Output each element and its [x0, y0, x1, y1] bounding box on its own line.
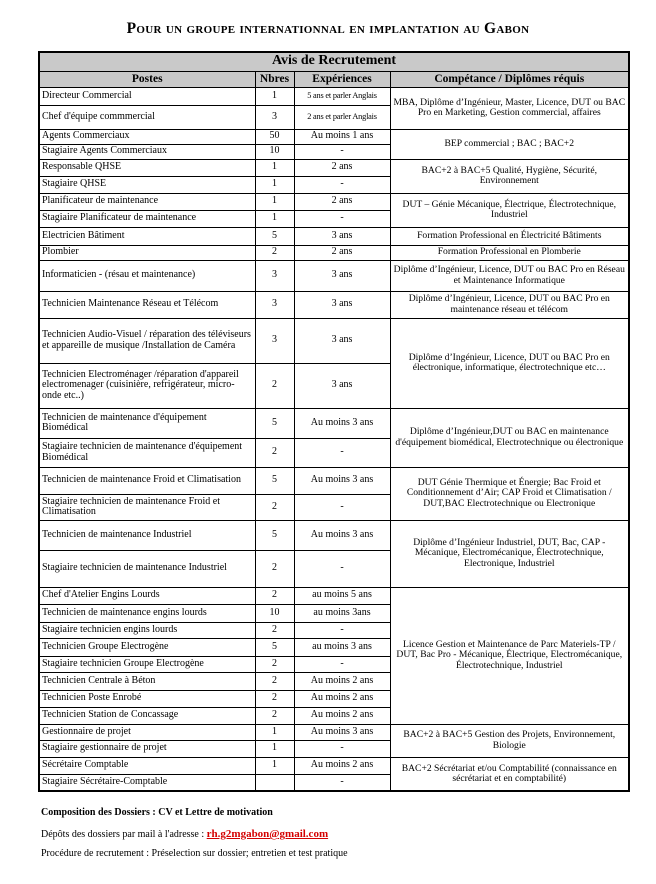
cell-experience: 3 ans [294, 363, 390, 408]
cell-poste: Stagiaire gestionnaire de projet [39, 740, 255, 757]
cell-experience: Au moins 3 ans [294, 467, 390, 494]
cell-nbre: 5 [255, 408, 294, 438]
cell-poste: Directeur Commercial [39, 87, 255, 105]
cell-competence: Diplôme d’Ingénieur, Licence, DUT ou BAC Pro en maintenance réseau et télécom [390, 291, 629, 318]
cell-experience: - [294, 774, 390, 791]
cell-experience: 3 ans [294, 227, 390, 245]
cell-experience: Au moins 2 ans [294, 690, 390, 707]
cell-poste: Technicien Station de Concassage [39, 707, 255, 724]
cell-nbre: 3 [255, 260, 294, 291]
cell-nbre: 1 [255, 159, 294, 176]
cell-nbre: 5 [255, 520, 294, 550]
header-competence: Compétance / Diplômes réquis [390, 71, 629, 87]
table-banner: Avis de Recrutement [39, 52, 629, 71]
cell-poste: Stagiaire technicien Groupe Electrogène [39, 656, 255, 672]
cell-nbre: 2 [255, 672, 294, 690]
table-row [39, 227, 629, 245]
cell-nbre: 1 [255, 757, 294, 774]
cell-poste: Stagiaire technicien de maintenance Froid et Climatisation [39, 494, 255, 520]
cell-nbre: 5 [255, 467, 294, 494]
cell-experience: Au moins 3 ans [294, 408, 390, 438]
cell-nbre: 2 [255, 656, 294, 672]
cell-poste: Technicien Maintenance Réseau et Télécom [39, 291, 255, 318]
footer-depots [41, 828, 328, 840]
cell-poste: Gestionnaire de projet [39, 724, 255, 740]
cell-nbre: 2 [255, 587, 294, 604]
cell-competence: DUT – Génie Mécanique, Électrique, Électrotechnique, Industriel [390, 193, 629, 227]
cell-experience: au moins 5 ans [294, 587, 390, 604]
cell-nbre: 1 [255, 193, 294, 210]
table-row [39, 724, 629, 740]
cell-nbre: 3 [255, 291, 294, 318]
table-row [39, 587, 629, 604]
page-title: Pour un groupe internationnal en implantation au Gabon [126, 20, 530, 37]
cell-poste: Technicien Poste Enrobé [39, 690, 255, 707]
table-row [39, 245, 629, 260]
table-row [39, 193, 629, 210]
cell-competence: DUT Génie Thermique et Énergie; Bac Froid et Conditionnement d’Air; CAP Froid et Climatisation / DUT,BAC Electrotechnique ou Electronique [390, 467, 629, 520]
email-link[interactable]: rh.g2mgabon@gmail.com [206, 828, 329, 840]
cell-poste: Technicien Centrale à Béton [39, 672, 255, 690]
cell-experience: 3 ans [294, 318, 390, 363]
table-row [39, 318, 629, 363]
cell-competence: Diplôme d’Ingénieur,DUT ou BAC en maintenance d'équipement biomédical, Electrotechnique ou électronique [390, 408, 629, 467]
table-row [39, 129, 629, 144]
cell-nbre: 5 [255, 638, 294, 656]
cell-experience: Au moins 3 ans [294, 520, 390, 550]
cell-poste: Chef d'Atelier Engins Lourds [39, 587, 255, 604]
cell-experience: 2 ans [294, 193, 390, 210]
cell-poste: Stagiaire technicien de maintenance d'équipement Biomédical [39, 438, 255, 467]
cell-experience: 3 ans [294, 260, 390, 291]
cell-poste: Stagiaire QHSE [39, 176, 255, 193]
cell-competence: Formation Professional en Électricité Bâtiments [390, 227, 629, 245]
cell-competence: BAC+2 à BAC+5 Qualité, Hygiène, Sécurité, Environnement [390, 159, 629, 193]
cell-experience: 2 ans et parler Anglais [294, 105, 390, 129]
cell-competence: BEP commercial ; BAC ; BAC+2 [390, 129, 629, 159]
cell-experience: au moins 3ans [294, 604, 390, 622]
cell-nbre: 1 [255, 87, 294, 105]
cell-nbre: 50 [255, 129, 294, 144]
cell-experience: 2 ans [294, 159, 390, 176]
cell-nbre: 2 [255, 494, 294, 520]
cell-poste: Sécrétaire Comptable [39, 757, 255, 774]
cell-poste: Agents Commerciaux [39, 129, 255, 144]
cell-competence: Diplôme d’Ingénieur, Licence, DUT ou BAC Pro en électronique, informatique, électrotechnique etc… [390, 318, 629, 408]
cell-competence: Diplôme d’Ingénieur Industriel, DUT, Bac, CAP - Mécanique, Electromécanique, Électrotechnique, Electronique, Industriel [390, 520, 629, 587]
table-row [39, 260, 629, 291]
header-nbres: Nbres [255, 71, 294, 87]
cell-nbre: 2 [255, 622, 294, 638]
cell-nbre: 2 [255, 707, 294, 724]
footer-composition: Composition des Dossiers : CV et Lettre de motivation [41, 807, 273, 818]
cell-experience: au moins 3 ans [294, 638, 390, 656]
cell-competence: MBA, Diplôme d’Ingénieur, Master, Licence, DUT ou BAC Pro en Marketing, Gestion commercial, affaires [390, 87, 629, 129]
cell-nbre [255, 774, 294, 791]
cell-nbre: 5 [255, 227, 294, 245]
cell-experience: - [294, 656, 390, 672]
cell-poste: Chef d'équipe commmercial [39, 105, 255, 129]
cell-poste: Plombier [39, 245, 255, 260]
cell-poste: Stagiaire Sécrétaire-Comptable [39, 774, 255, 791]
footer-depots-label: Dépôts des dossiers par mail à l'adresse : [41, 829, 207, 840]
header-experiences: Expériences [294, 71, 390, 87]
cell-nbre: 10 [255, 144, 294, 159]
cell-experience: - [294, 176, 390, 193]
table-row [39, 159, 629, 176]
cell-nbre: 2 [255, 690, 294, 707]
table-row [39, 757, 629, 774]
cell-poste: Informaticien - (résau et maintenance) [39, 260, 255, 291]
cell-nbre: 1 [255, 724, 294, 740]
cell-poste: Electricien Bâtiment [39, 227, 255, 245]
cell-poste: Stagiaire technicien de maintenance Industriel [39, 550, 255, 587]
cell-poste: Technicien de maintenance Froid et Climatisation [39, 467, 255, 494]
recruitment-table [38, 51, 630, 792]
cell-nbre: 2 [255, 550, 294, 587]
cell-experience: - [294, 438, 390, 467]
cell-competence: Diplôme d’Ingénieur, Licence, DUT ou BAC Pro en Réseau et Maintenance Informatique [390, 260, 629, 291]
cell-experience: Au moins 3 ans [294, 724, 390, 740]
cell-experience: - [294, 622, 390, 638]
cell-experience: 5 ans et parler Anglais [294, 87, 390, 105]
cell-nbre: 1 [255, 176, 294, 193]
cell-nbre: 2 [255, 363, 294, 408]
cell-experience: - [294, 210, 390, 227]
cell-experience: Au moins 2 ans [294, 707, 390, 724]
cell-competence: Formation Professional en Plomberie [390, 245, 629, 260]
header-postes: Postes [39, 71, 255, 87]
cell-experience: - [294, 740, 390, 757]
cell-poste: Technicien Electroménager /réparation d'appareil electromenager (cuisinière, refrigérateur, micro-onde etc..) [39, 363, 255, 408]
cell-competence: BAC+2 à BAC+5 Gestion des Projets, Environnement, Biologie [390, 724, 629, 757]
cell-nbre: 1 [255, 210, 294, 227]
cell-nbre: 2 [255, 245, 294, 260]
cell-poste: Technicien Audio-Visuel / réparation des téléviseurs et appareille de musique /Installation de Caméra [39, 318, 255, 363]
cell-poste: Responsable QHSE [39, 159, 255, 176]
cell-nbre: 2 [255, 438, 294, 467]
cell-experience: Au moins 2 ans [294, 757, 390, 774]
cell-experience: - [294, 144, 390, 159]
cell-poste: Technicien Groupe Electrogène [39, 638, 255, 656]
cell-poste: Stagiaire Agents Commerciaux [39, 144, 255, 159]
table-row [39, 408, 629, 438]
cell-poste: Technicien de maintenance d'équipement Biomédical [39, 408, 255, 438]
cell-nbre: 3 [255, 105, 294, 129]
cell-nbre: 10 [255, 604, 294, 622]
cell-poste: Stagiaire technicien engins lourds [39, 622, 255, 638]
footer-procedure: Procédure de recrutement : Préselection sur dossier; entretien et test pratique [41, 848, 348, 859]
table-row [39, 87, 629, 105]
cell-poste: Technicien de maintenance engins lourds [39, 604, 255, 622]
table-row [39, 291, 629, 318]
cell-experience: - [294, 550, 390, 587]
cell-competence: BAC+2 Sécrétariat et/ou Comptabilité (connaissance en sécrétariat et en comptabilité) [390, 757, 629, 791]
cell-competence: Licence Gestion et Maintenance de Parc Materiels-TP / DUT, Bac Pro - Mécanique, Électrique, Electromécanique, Électrotechnique, Industriel [390, 587, 629, 724]
table-row [39, 520, 629, 550]
cell-experience: 2 ans [294, 245, 390, 260]
cell-experience: Au moins 1 ans [294, 129, 390, 144]
cell-nbre: 3 [255, 318, 294, 363]
table-row [39, 467, 629, 494]
cell-experience: - [294, 494, 390, 520]
cell-experience: Au moins 2 ans [294, 672, 390, 690]
cell-nbre: 1 [255, 740, 294, 757]
cell-experience: 3 ans [294, 291, 390, 318]
cell-poste: Technicien de maintenance Industriel [39, 520, 255, 550]
cell-poste: Stagiaire Planificateur de maintenance [39, 210, 255, 227]
cell-poste: Planificateur de maintenance [39, 193, 255, 210]
